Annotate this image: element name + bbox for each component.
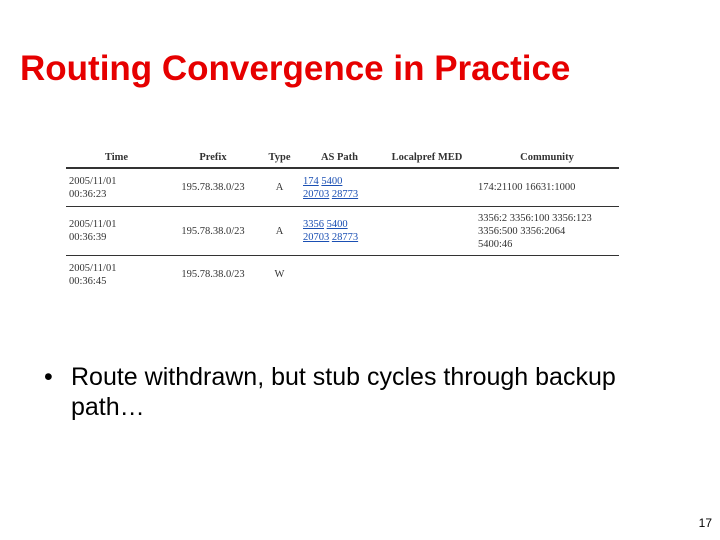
as-path-line <box>303 231 376 244</box>
time-date: 2005/11/01 <box>69 175 117 187</box>
community-cell <box>475 256 619 294</box>
asn-link[interactable]: 20703 <box>303 188 330 200</box>
type-cell: A <box>259 207 300 256</box>
asn-link[interactable]: 3356 <box>303 219 324 230</box>
localpref-med-cell <box>379 256 475 294</box>
community-line: 174:21100 16631:1000 <box>478 182 576 193</box>
bullet-item <box>44 362 631 422</box>
time-cell <box>66 168 167 207</box>
time-date: 2005/11/01 <box>69 219 117 230</box>
type-cell: W <box>259 256 300 294</box>
time-cell <box>66 207 167 256</box>
as-path-line <box>303 188 376 201</box>
prefix-cell: 195.78.38.0/23 <box>181 182 245 193</box>
bullet-dot-icon: • <box>44 363 53 391</box>
asn-link[interactable]: 5400 <box>321 175 343 187</box>
time-clock: 00:36:45 <box>69 275 107 287</box>
type-cell: A <box>275 182 284 193</box>
time-clock: 00:36:23 <box>69 188 107 200</box>
prefix-cell: 195.78.38.0/23 <box>167 207 259 256</box>
table-header-row <box>66 150 619 168</box>
table-row <box>66 207 619 256</box>
as-path-line <box>303 218 376 231</box>
community-line: 3356:2 3356:100 3356:123 <box>478 212 592 224</box>
as-path-cell <box>300 168 379 207</box>
slide-title: Routing Convergence in Practice <box>20 49 571 88</box>
community-line: 3356:500 3356:2064 <box>478 225 566 237</box>
asn-link[interactable]: 20703 <box>303 232 330 243</box>
header-type: Type <box>259 150 300 168</box>
community-cell <box>475 168 619 207</box>
asn-link[interactable]: 174 <box>303 175 319 187</box>
time-cell <box>66 256 167 294</box>
page-number: 17 <box>698 516 712 530</box>
bullet-list <box>44 362 631 422</box>
bullet-text: Route withdrawn, but stub cycles through backup path… <box>71 363 616 421</box>
asn-link[interactable]: 28773 <box>331 232 359 243</box>
header-community: Community <box>475 150 619 168</box>
community-line: 5400:46 <box>478 238 513 250</box>
table-row <box>66 168 619 207</box>
table-row <box>66 256 619 294</box>
asn-link[interactable]: 28773 <box>331 188 359 200</box>
header-time: Time <box>66 150 167 168</box>
time-clock: 00:36:39 <box>69 232 107 243</box>
header-prefix: Prefix <box>167 150 259 168</box>
localpref-med-cell <box>379 168 475 207</box>
header-localpref-med: Localpref MED <box>379 150 475 168</box>
community-cell <box>475 207 619 256</box>
as-path-cell <box>300 207 379 256</box>
localpref-med-cell <box>379 207 475 256</box>
time-date: 2005/11/01 <box>69 262 117 274</box>
as-path-line <box>303 175 376 188</box>
bgp-updates-table <box>66 150 619 293</box>
as-path-cell <box>300 256 379 294</box>
asn-link[interactable]: 5400 <box>326 219 348 230</box>
header-as-path: AS Path <box>300 150 379 168</box>
prefix-cell: 195.78.38.0/23 <box>167 256 259 294</box>
